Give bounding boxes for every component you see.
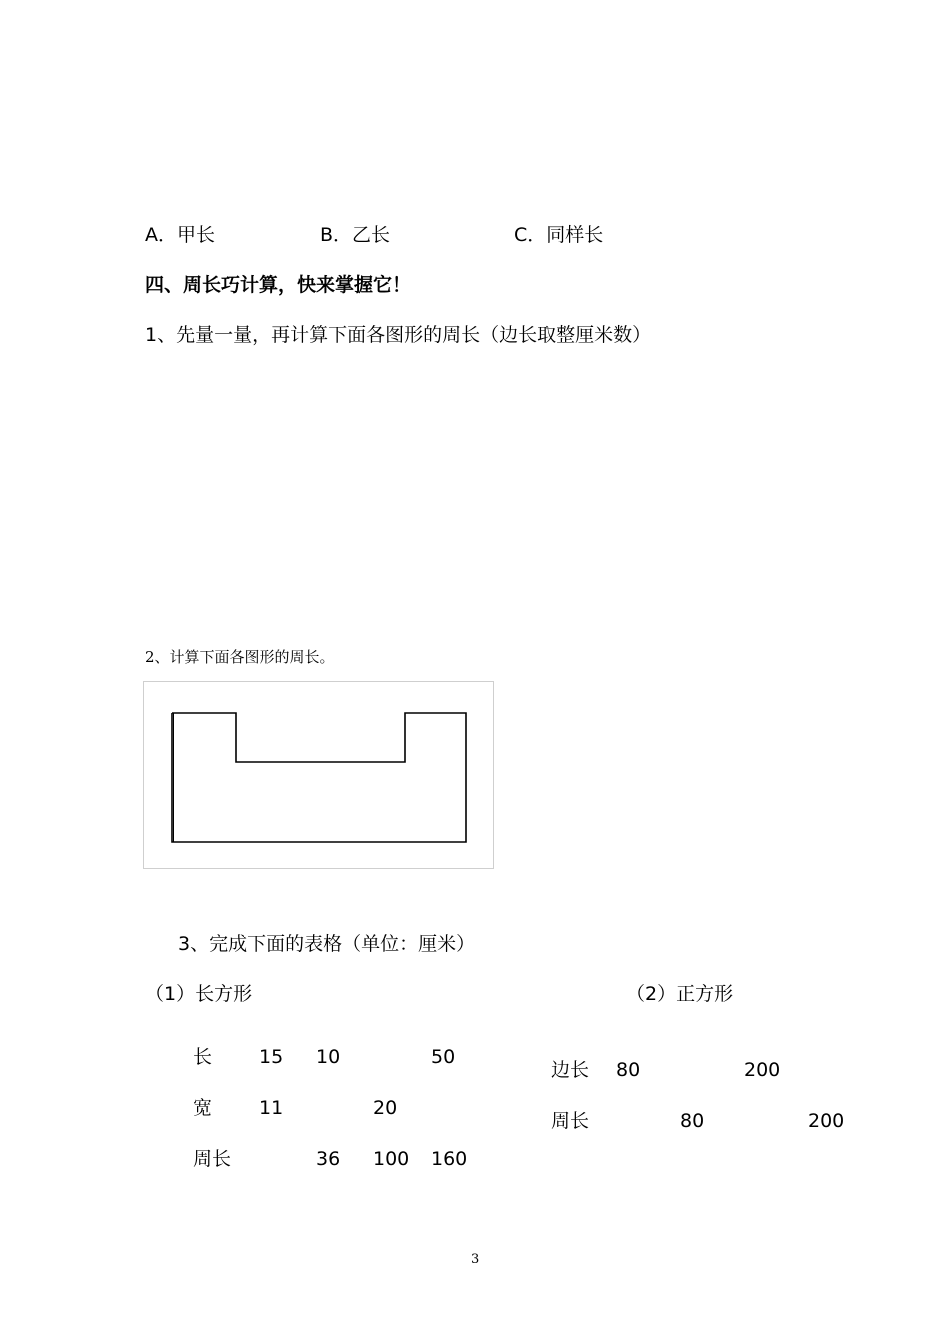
u-shape-figure (144, 682, 493, 868)
table-cell: 160 (431, 1148, 468, 1170)
table-cell: 10 (316, 1046, 341, 1068)
question-3: 3、完成下面的表格（单位：厘米） (178, 933, 476, 955)
choice-c: C．同样长 (514, 224, 604, 246)
table-cell: 200 (808, 1110, 845, 1132)
section-heading: 四、周长巧计算，快来掌握它！ (145, 274, 412, 296)
figure-frame (143, 681, 494, 869)
table-cell: 200 (744, 1059, 781, 1081)
question-1: 1、先量一量，再计算下面各图形的周长（边长取整厘米数） (145, 324, 652, 346)
table-cell: 80 (680, 1110, 705, 1132)
row-label: 边长 (551, 1059, 590, 1081)
row-label: 周长 (551, 1110, 590, 1132)
table-cell: 80 (616, 1059, 641, 1081)
rect-table-title: （1）长方形 (145, 983, 253, 1005)
square-table-title: （2）正方形 (626, 983, 734, 1005)
table-cell: 100 (373, 1148, 410, 1170)
row-label: 长 (193, 1046, 213, 1068)
row-label: 周长 (193, 1148, 232, 1170)
page-number: 3 (471, 1252, 480, 1267)
table-cell: 20 (373, 1097, 398, 1119)
row-label: 宽 (193, 1097, 213, 1119)
choice-a: A．甲长 (145, 224, 215, 246)
question-2: 2、计算下面各图形的周长。 (145, 648, 335, 666)
table-cell: 15 (259, 1046, 284, 1068)
table-cell: 11 (259, 1097, 284, 1119)
table-cell: 50 (431, 1046, 456, 1068)
u-shape-outline (172, 713, 466, 842)
table-cell: 36 (316, 1148, 341, 1170)
choice-b: B．乙长 (320, 224, 391, 246)
